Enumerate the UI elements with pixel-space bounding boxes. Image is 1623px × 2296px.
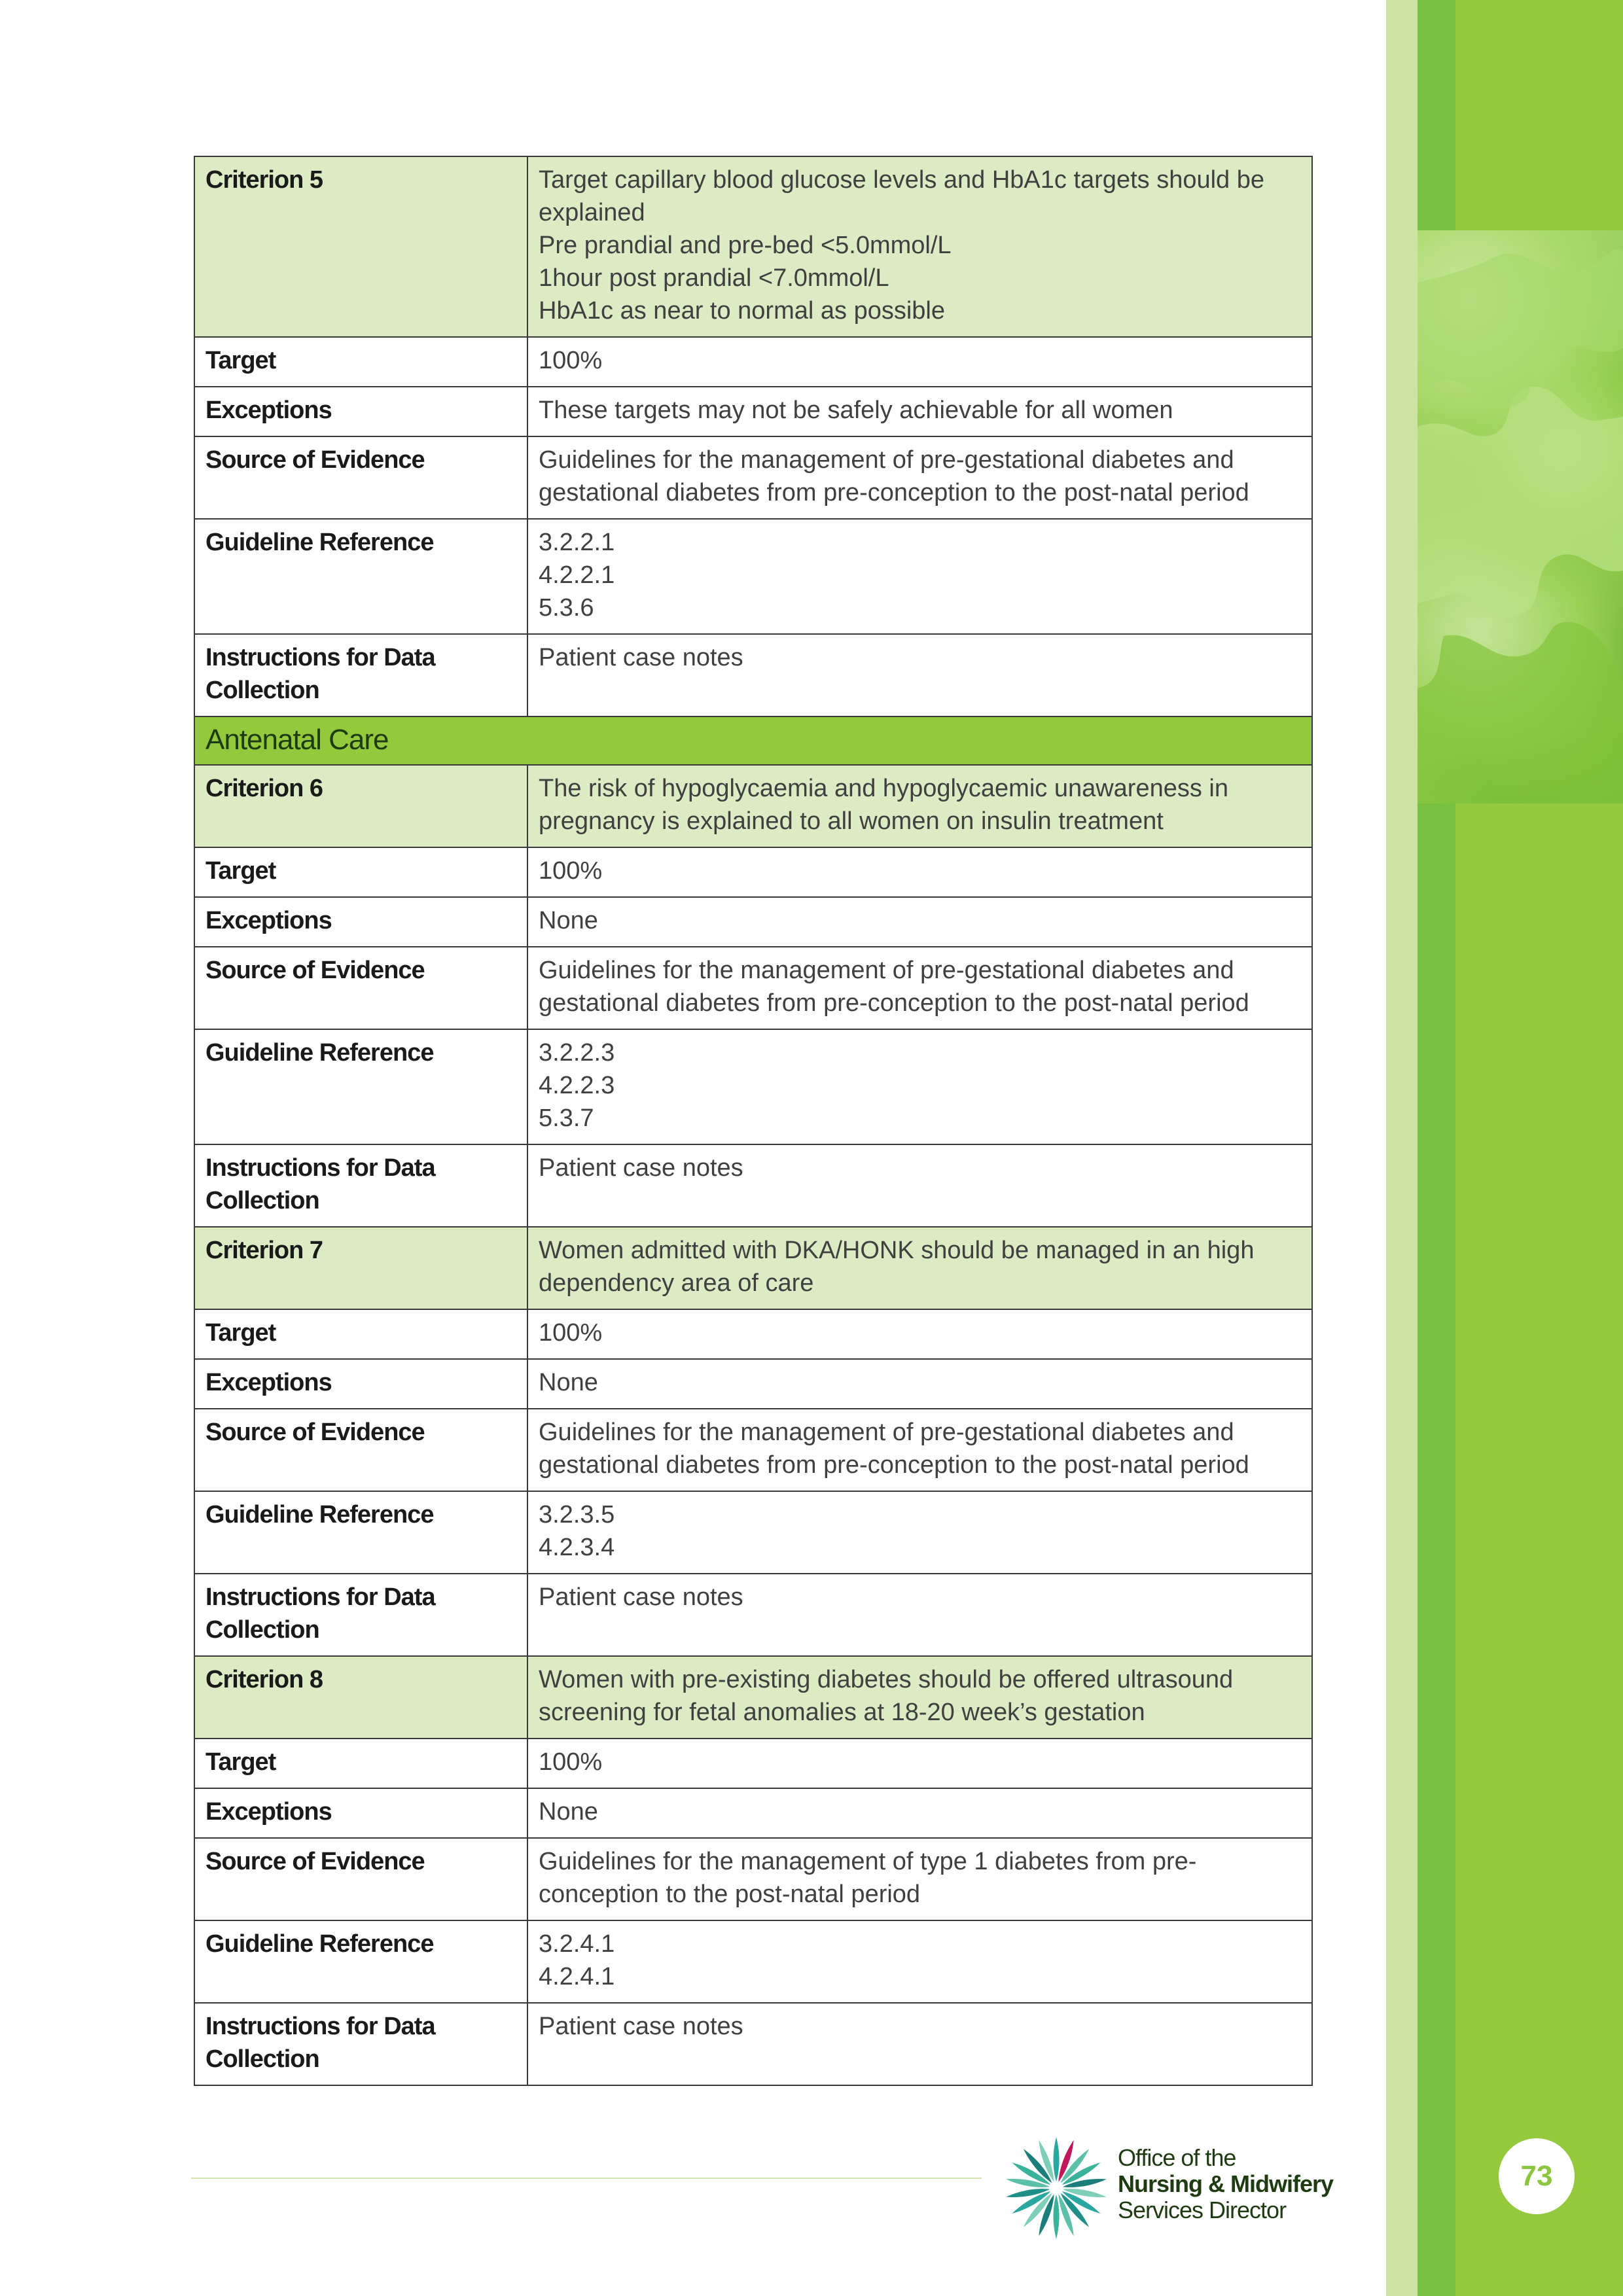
row-label: Instructions for Data Collection [194,2003,527,2085]
logo-line-1: Office of the [1118,2144,1236,2171]
row-value: These targets may not be safely achievable for all women [527,387,1312,436]
table-row [194,1739,1312,1788]
row-value: Patient case notes [527,1144,1312,1227]
row-label: Exceptions [194,1788,527,1838]
row-value: 3.2.2.3 4.2.2.3 5.3.7 [527,1029,1312,1144]
row-label: Instructions for Data Collection [194,1574,527,1656]
table-row [194,1920,1312,2003]
criterion-row [194,1656,1312,1739]
table-row [194,1309,1312,1359]
row-value: Women admitted with DKA/HONK should be managed in an high dependency area of care [527,1227,1312,1309]
row-value: Guidelines for the management of type 1 diabetes from pre-conception to the post-natal period [527,1838,1312,1920]
row-value: None [527,1788,1312,1838]
row-value: Target capillary blood glucose levels and HbA1c targets should be explained Pre prandial and pre-bed <5.0mmol/L 1hour post prandial <7.0mmol/L HbA1c as near to normal as possible [527,156,1312,337]
criterion-row [194,1227,1312,1309]
side-band-light [1386,0,1418,2296]
row-value: Guidelines for the management of pre-gestational diabetes and gestational diabetes from pre-conception to the post-natal period [527,1409,1312,1491]
row-label: Guideline Reference [194,1920,527,2003]
row-value: 100% [527,847,1312,897]
row-label: Guideline Reference [194,519,527,634]
table-row [194,1838,1312,1920]
row-label: Criterion 5 [194,156,527,337]
row-value: Patient case notes [527,2003,1312,2085]
row-value: Guidelines for the management of pre-gestational diabetes and gestational diabetes from pre-conception to the post-natal period [527,436,1312,519]
table-row [194,1574,1312,1656]
row-label: Exceptions [194,897,527,947]
row-label: Target [194,1309,527,1359]
row-label: Criterion 7 [194,1227,527,1309]
criterion-row [194,765,1312,847]
row-value: 100% [527,1309,1312,1359]
table-row [194,1029,1312,1144]
row-label: Guideline Reference [194,1029,527,1144]
row-label: Instructions for Data Collection [194,634,527,716]
row-value: Women with pre-existing diabetes should be offered ultrasound screening for fetal anomalies at 18-20 week’s gestation [527,1656,1312,1739]
row-value: 3.2.3.5 4.2.3.4 [527,1491,1312,1574]
row-value: 100% [527,1739,1312,1788]
table-row [194,1144,1312,1227]
row-value: 3.2.2.1 4.2.2.1 5.3.6 [527,519,1312,634]
table-row [194,634,1312,716]
table-row [194,1491,1312,1574]
row-label: Guideline Reference [194,1491,527,1574]
office-logo-text [1118,2145,1333,2223]
row-label: Criterion 8 [194,1656,527,1739]
table-row [194,2003,1312,2085]
footer-divider [191,2178,982,2179]
table-row [194,519,1312,634]
row-value: Patient case notes [527,1574,1312,1656]
logo-line-3: Services Director [1118,2197,1287,2223]
row-label: Exceptions [194,1359,527,1409]
logo-line-2: Nursing & Midwifery [1118,2170,1334,2197]
table-row [194,1359,1312,1409]
page-number: 73 [1499,2138,1575,2214]
row-value: 100% [527,337,1312,387]
row-value: 3.2.4.1 4.2.4.1 [527,1920,1312,2003]
starburst-logo-icon [1001,2133,1111,2243]
row-value: None [527,897,1312,947]
row-label: Source of Evidence [194,1838,527,1920]
row-label: Exceptions [194,387,527,436]
row-value: None [527,1359,1312,1409]
row-label: Source of Evidence [194,1409,527,1491]
row-value: The risk of hypoglycaemia and hypoglycaemic unawareness in pregnancy is explained to all women on insulin treatment [527,765,1312,847]
criterion-row [194,156,1312,337]
table-row [194,1409,1312,1491]
row-label: Target [194,1739,527,1788]
row-label: Source of Evidence [194,436,527,519]
row-value: Patient case notes [527,634,1312,716]
logo-petal [1005,2176,1050,2190]
logo-petal [1054,2137,1060,2181]
row-label: Criterion 6 [194,765,527,847]
table-row [194,947,1312,1029]
row-value: Guidelines for the management of pre-gestational diabetes and gestational diabetes from pre-conception to the post-natal period [527,947,1312,1029]
logo-petal [1054,2195,1060,2239]
row-label: Target [194,337,527,387]
row-label: Instructions for Data Collection [194,1144,527,1227]
table-row [194,337,1312,387]
table-row [194,1788,1312,1838]
section-header-row [194,716,1312,765]
logo-petal [1005,2186,1050,2200]
logo-petal [1062,2186,1107,2200]
audit-criteria-table [194,156,1313,2086]
table-row [194,847,1312,897]
puzzle-photo [1418,230,1623,804]
table-row [194,436,1312,519]
row-label: Source of Evidence [194,947,527,1029]
table-row [194,387,1312,436]
table-row [194,897,1312,947]
logo-petal [1062,2176,1107,2190]
section-title: Antenatal Care [194,716,1312,765]
row-label: Target [194,847,527,897]
